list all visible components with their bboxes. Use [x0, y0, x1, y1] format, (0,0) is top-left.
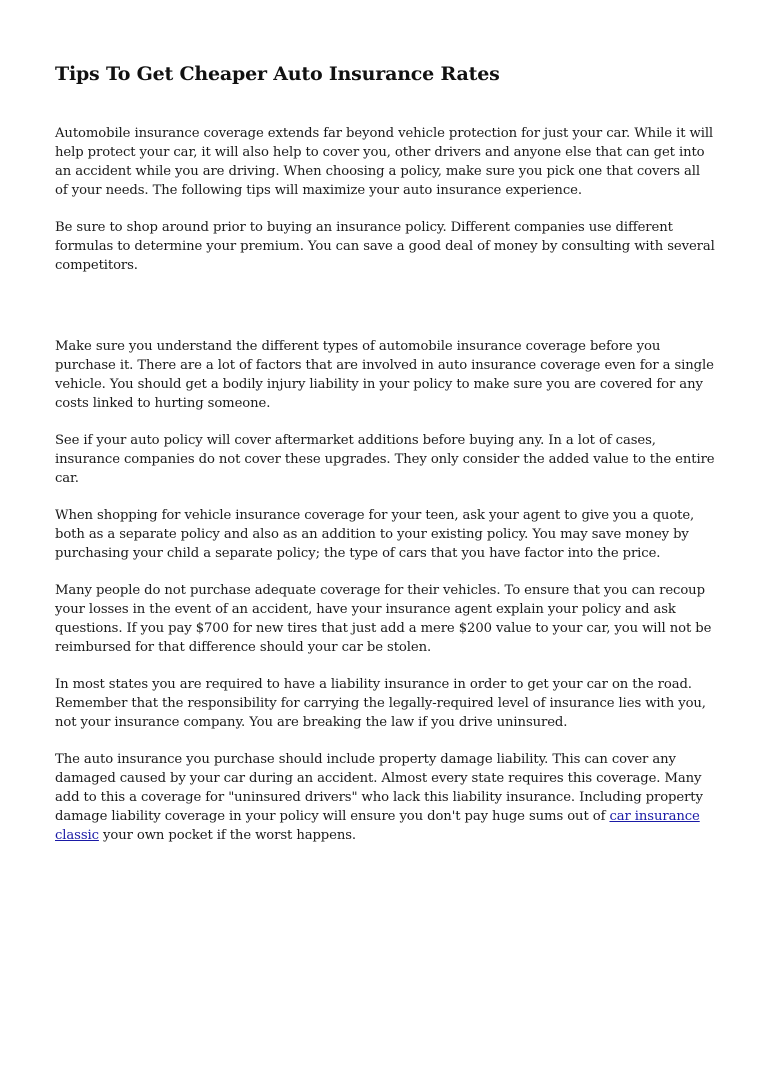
- paragraph-property-damage: [55, 750, 715, 845]
- paragraph-intro: Automobile insurance coverage extends far beyond vehicle protection for just your car. While it will help protect your car, it will also help to cover you, other drivers and anyone else that can get into an accident while you are driving. When choosing a policy, make sure you pick one that covers all of your needs. The following tips will maximize your auto insurance experience.: [55, 126, 714, 198]
- paragraph-text-after-link: your own pocket if the worst happens.: [98, 828, 357, 843]
- paragraph-liability-required: In most states you are required to have a liability insurance in order to get your car on the road. Remember that the responsibility for carrying the legally-required level of insurance lies with you, not your insurance company. You are breaking the law if you drive uninsured.: [55, 677, 706, 730]
- page-title: Tips To Get Cheaper Auto Insurance Rates: [55, 63, 500, 85]
- paragraph-aftermarket: See if your auto policy will cover aftermarket additions before buying any. In a lot of cases, insurance companies do not cover these upgrades. They only consider the added value to the entire car.: [55, 433, 715, 486]
- paragraph-teen-policy: When shopping for vehicle insurance coverage for your teen, ask your agent to give you a quote, both as a separate policy and also as an addition to your existing policy. You may save money by purchasing your child a separate policy; the type of cars that you have factor into the price.: [55, 508, 695, 561]
- paragraph-adequate-coverage: Many people do not purchase adequate coverage for their vehicles. To ensure that you can recoup your losses in the event of an accident, have your insurance agent explain your policy and ask questions. If you pay $700 for new tires that just add a mere $200 value to your car, you will not be reimbursed for that difference should your car be stolen.: [55, 583, 712, 655]
- paragraph-text-before-link: The auto insurance you purchase should include property damage liability. This can cover any damaged caused by your car during an accident. Almost every state requires this coverage. Many add to this a coverage for "uninsured drivers" who lack this liability insurance. Including property damage liability coverage in your policy will ensure you don't pay huge sums out of: [55, 752, 703, 824]
- car-insurance-classic-link[interactable]: car insurance classic: [55, 809, 700, 843]
- paragraph-coverage-types: Make sure you understand the different types of automobile insurance coverage before you purchase it. There are a lot of factors that are involved in auto insurance coverage even for a single vehicle. You should get a bodily injury liability in your policy to make sure you are covered for any costs linked to hurting someone.: [55, 339, 714, 411]
- document-page: [55, 60, 715, 863]
- paragraph-shop-around: Be sure to shop around prior to buying an insurance policy. Different companies use different formulas to determine your premium. You can save a good deal of money by consulting with several competitors.: [55, 220, 715, 273]
